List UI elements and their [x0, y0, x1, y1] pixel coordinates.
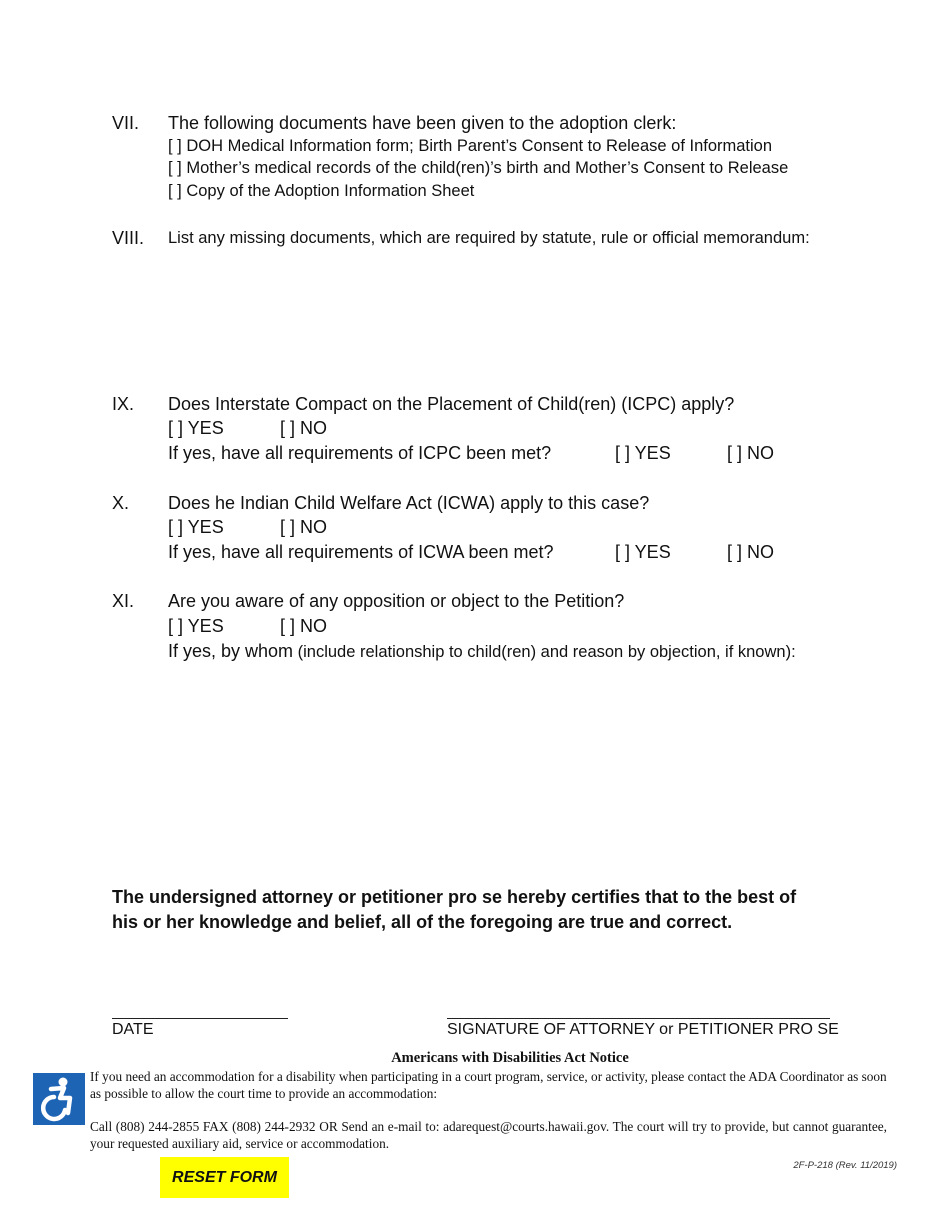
- section-x-title: Does he Indian Child Welfare Act (ICWA) apply to this case?: [168, 493, 650, 513]
- icwa-met-no-checkbox[interactable]: [ ] NO: [727, 542, 775, 562]
- opposition-followup-lead: If yes, by whom: [168, 641, 294, 661]
- signature-line[interactable]: [447, 1018, 830, 1019]
- opposition-followup: [168, 641, 796, 662]
- section-xi-number: XI.: [112, 591, 135, 611]
- ada-notice-paragraph-1: If you need an accommodation for a disability when participating in a court program, service, or activity, please contact the ADA Coordinator as soon as possible to allow the court time to provide an accommodation:: [90, 1069, 887, 1101]
- section-vii-item-doh[interactable]: [ ] DOH Medical Information form; Birth Parent’s Consent to Release of Information: [168, 137, 773, 155]
- section-ix-number: IX.: [112, 394, 135, 414]
- section-vii-item-adoption-sheet[interactable]: [ ] Copy of the Adoption Information Sheet: [168, 182, 475, 200]
- icwa-followup-question: If yes, have all requirements of ICWA been met?: [168, 542, 554, 562]
- opposition-followup-detail: (include relationship to child(ren) and reason by objection, if known):: [293, 643, 796, 661]
- certification-line-1: The undersigned attorney or petitioner pro se hereby certifies that to the best of: [112, 887, 797, 907]
- signature-label: SIGNATURE OF ATTORNEY or PETITIONER PRO SE: [447, 1021, 839, 1038]
- date-line[interactable]: [112, 1018, 288, 1019]
- form-number: 2F-P-218 (Rev. 11/2019): [793, 1160, 897, 1171]
- section-xi-title: Are you aware of any opposition or object to the Petition?: [168, 591, 625, 611]
- icpc-yes-checkbox[interactable]: [ ] YES: [168, 418, 224, 438]
- section-viii-title: List any missing documents, which are required by statute, rule or official memorandum:: [168, 229, 810, 247]
- section-vii-title: The following documents have been given to the adoption clerk:: [168, 113, 677, 133]
- icwa-met-yes-checkbox[interactable]: [ ] YES: [615, 542, 671, 562]
- section-ix-title: Does Interstate Compact on the Placement of Child(ren) (ICPC) apply?: [168, 394, 735, 414]
- icpc-no-checkbox[interactable]: [ ] NO: [280, 418, 328, 438]
- icpc-met-no-checkbox[interactable]: [ ] NO: [727, 443, 775, 463]
- opposition-no-checkbox[interactable]: [ ] NO: [280, 616, 328, 636]
- section-x-number: X.: [112, 493, 130, 513]
- section-viii-number: VIII.: [112, 228, 145, 248]
- icwa-no-checkbox[interactable]: [ ] NO: [280, 517, 328, 537]
- opposition-yes-checkbox[interactable]: [ ] YES: [168, 616, 224, 636]
- icwa-yes-checkbox[interactable]: [ ] YES: [168, 517, 224, 537]
- icpc-followup-question: If yes, have all requirements of ICPC been met?: [168, 443, 552, 463]
- reset-form-button[interactable]: RESET FORM: [160, 1157, 289, 1198]
- icpc-met-yes-checkbox[interactable]: [ ] YES: [615, 443, 671, 463]
- missing-documents-field[interactable]: [168, 255, 828, 375]
- accessibility-icon: [33, 1073, 85, 1125]
- opposition-details-field[interactable]: [168, 668, 828, 858]
- date-label: DATE: [112, 1021, 154, 1038]
- certification-line-2: his or her knowledge and belief, all of the foregoing are true and correct.: [112, 912, 733, 932]
- ada-notice-paragraph-2: Call (808) 244-2855 FAX (808) 244-2932 OR Send an e-mail to: adarequest@courts.hawaii.gov. The court will try to provide, but cannot guarantee, your requested auxiliary aid, service or accommodation.: [90, 1119, 887, 1151]
- section-vii-item-mother-records[interactable]: [ ] Mother’s medical records of the child(ren)’s birth and Mother’s Consent to Release: [168, 159, 789, 177]
- section-vii-number: VII.: [112, 113, 140, 133]
- ada-notice-title: Americans with Disabilities Act Notice: [391, 1050, 629, 1066]
